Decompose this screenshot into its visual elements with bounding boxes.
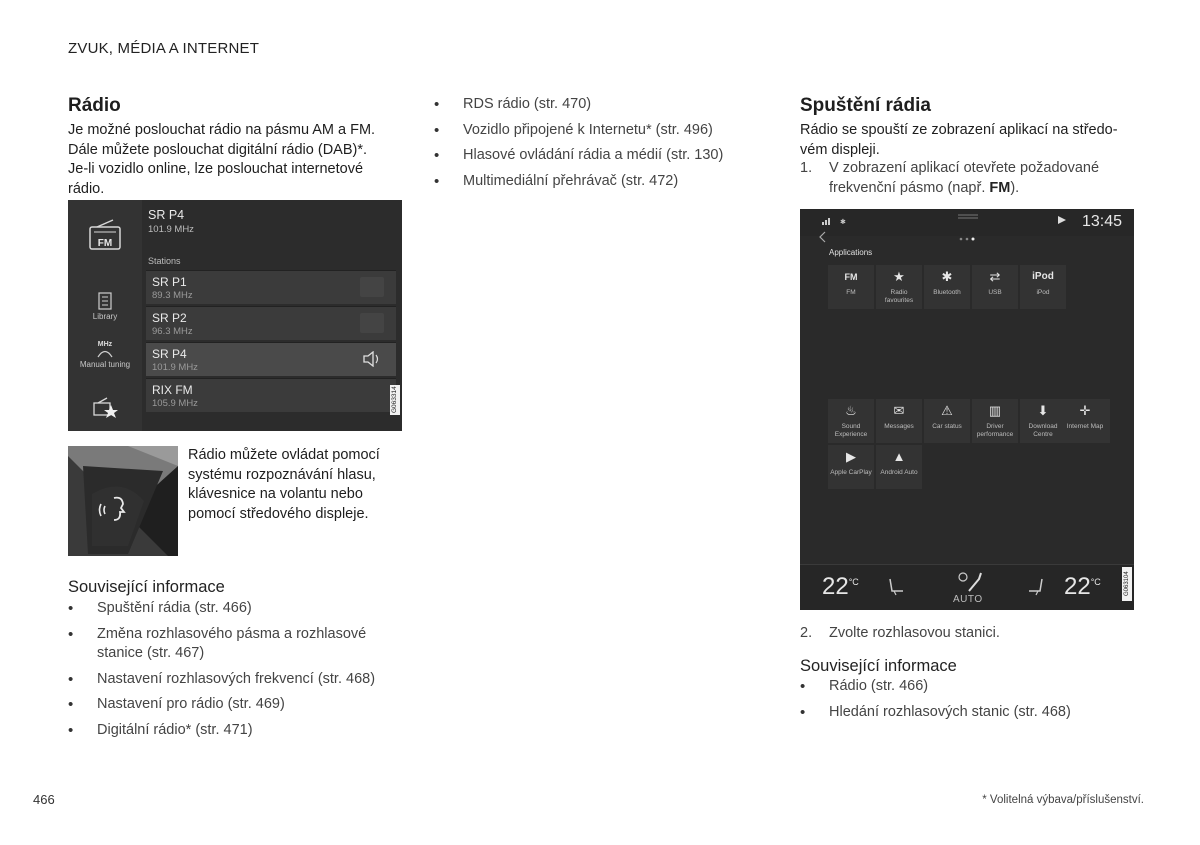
car-status-icon: ⚠ [941, 403, 953, 418]
play-status-icon [1058, 216, 1066, 224]
climate-bar [800, 564, 1134, 610]
temp-right-value: 22 [1064, 573, 1091, 600]
section-heading-start-radio: Spuštění rádia [800, 95, 931, 116]
app-android-auto [876, 445, 922, 489]
related-list-left [68, 599, 398, 746]
step-2 [800, 624, 1145, 644]
start-radio-intro [800, 121, 1145, 160]
radio-favourites-icon: ★ [893, 269, 905, 284]
app-internet-map [1060, 399, 1110, 443]
start-radio-intro-line: vém displeji. [800, 141, 880, 158]
manual-tuning-icon [68, 341, 142, 369]
step-1-line-2 [829, 179, 1145, 199]
related-link[interactable]: • Nastavení rozhlasových frekvencí (str. 468) [68, 670, 398, 690]
station-name: RIX FM [152, 383, 193, 397]
app-bluetooth [924, 265, 970, 309]
temp-left-value: 22 [822, 573, 849, 600]
voice-text-line: klávesnice na volantu nebo [188, 486, 363, 502]
station-row [146, 270, 396, 304]
station-frequency: 96.3 MHz [152, 326, 193, 337]
section-heading-radio: Rádio [68, 95, 121, 116]
step-1-bold: FM [989, 179, 1011, 196]
library-icon [68, 292, 142, 321]
stations-label: Stations [148, 256, 181, 266]
fm-icon: FM [844, 272, 858, 282]
svg-text:✱: ✱ [840, 219, 846, 225]
app-label: USB [988, 289, 1002, 296]
station-name: SR P1 [152, 275, 187, 289]
app-usb [972, 265, 1018, 309]
seat-heat-right-icon [1026, 577, 1046, 597]
app-label: Download Centre [1028, 423, 1058, 438]
app-fm [828, 265, 874, 309]
voice-button-graphic [68, 446, 178, 556]
applications-label: Applications [829, 248, 873, 257]
temp-unit: °C [848, 577, 859, 587]
step-1-text-end: ). [1010, 179, 1020, 196]
steps-list [800, 159, 1145, 198]
usb-icon: ⇄ [989, 269, 1001, 284]
app-label: Messages [884, 423, 914, 430]
manual-tuning-label: Manual tuning [79, 360, 131, 369]
station-action-button [360, 313, 384, 333]
station-row-selected [146, 342, 396, 376]
app-apple-carplay [828, 445, 874, 489]
radio-favourites-icon [68, 396, 142, 420]
page-header: ZVUK, MÉDIA A INTERNET [68, 40, 260, 57]
page-number: 466 [33, 792, 55, 807]
steps-list-2 [800, 624, 1145, 644]
radio-sidebar [68, 200, 142, 431]
app-radio-favourites [876, 265, 922, 309]
related-list-middle [434, 95, 764, 197]
temp-left [822, 573, 859, 601]
related-link[interactable]: • Multimediální přehrávač (str. 472) [434, 172, 764, 192]
page-dots-icon [958, 237, 978, 241]
station-name: SR P4 [152, 347, 187, 361]
app-ipod [1020, 265, 1066, 309]
radio-intro-line: Je-li vozidlo online, lze poslouchat internetové [68, 161, 364, 177]
app-label: Apple CarPlay [830, 469, 872, 476]
seat-heat-left-icon [886, 577, 906, 597]
internet-map-icon: ✛ [1079, 403, 1091, 418]
voice-text-line: systému rozpoznávání hlasu, [188, 466, 376, 483]
related-link[interactable]: • Vozidlo připojené k Internetu* (str. 496) [434, 121, 764, 141]
voice-text-line: pomocí středového displeje. [188, 505, 369, 522]
related-heading-left: Související informace [68, 578, 225, 596]
related-link[interactable]: • RDS rádio (str. 470) [434, 95, 764, 115]
driver-performance-icon: ▥ [988, 403, 1002, 418]
step-1 [800, 159, 1145, 198]
app-label: Android Auto [880, 469, 918, 476]
station-frequency: 101.9 MHz [152, 362, 198, 373]
library-label: Library [92, 312, 118, 321]
radio-intro-line: Je možné poslouchat rádio na pásmu AM a FM. [68, 122, 376, 138]
related-link[interactable]: • Hlasové ovládání rádia a médií (str. 130) [434, 146, 764, 166]
center-display-image [800, 209, 1134, 610]
now-playing-name: SR P4 [148, 208, 185, 222]
speaker-icon [362, 351, 382, 367]
station-frequency: 89.3 MHz [152, 290, 193, 301]
ipod-icon: iPod [1032, 271, 1054, 282]
step-2-text: Zvolte rozhlasovou stanici. [829, 625, 1000, 641]
radio-intro [68, 121, 408, 199]
app-driver-performance [972, 399, 1018, 443]
step-1-text: frekvenční pásmo (např. [829, 179, 990, 196]
signal-icon [822, 217, 862, 225]
image-code: G063104 [1122, 567, 1132, 601]
voice-button-photo [68, 446, 178, 556]
bluetooth-icon: ✱ [941, 269, 953, 284]
step-1-line-1: V zobrazení aplikací otevřete požadované [829, 160, 1100, 176]
carplay-icon: ▶ [846, 449, 856, 464]
messages-icon: ✉ [893, 403, 905, 418]
station-frequency: 105.9 MHz [152, 398, 198, 409]
download-centre-icon: ⬇ [1037, 403, 1049, 418]
app-label: Internet Map [1066, 423, 1104, 430]
app-label: Bluetooth [933, 289, 961, 296]
drag-handle-icon [958, 214, 978, 220]
back-chevron-icon [818, 231, 828, 243]
app-label: Radio favourites [884, 289, 914, 304]
station-row [146, 306, 396, 340]
radio-screen-image [68, 200, 402, 431]
related-link[interactable]: • Digitální rádio* (str. 471) [68, 721, 398, 741]
related-link[interactable]: • Změna rozhlasového pásma a rozhlasové stanice (str. 467) [68, 625, 398, 664]
temp-unit: °C [1090, 577, 1101, 587]
related-heading-right: Související informace [800, 657, 957, 675]
auto-label: AUTO [953, 594, 983, 605]
app-label: FM [846, 289, 856, 296]
image-code: G063314 [391, 386, 398, 414]
fm-radio-icon [68, 218, 142, 254]
fan-icon [955, 571, 983, 593]
step-number: 2. [800, 625, 813, 641]
fm-radio-icon-graphic [87, 218, 123, 252]
sound-experience-icon: ♨ [845, 403, 857, 418]
radio-main-panel [142, 200, 402, 431]
related-link[interactable]: • Hledání rozhlasových stanic (str. 468) [800, 703, 1145, 723]
voice-control-text [188, 446, 408, 524]
temp-right [1064, 573, 1101, 601]
mhz-label: MHz [97, 341, 113, 348]
station-action-button [360, 277, 384, 297]
app-label: Sound Experience [834, 423, 868, 438]
clock: 13:45 [1081, 213, 1122, 230]
app-label: Driver performance [976, 423, 1014, 438]
app-car-status [924, 399, 970, 443]
related-link[interactable]: • Spuštění rádia (str. 466) [68, 599, 398, 619]
step-number: 1. [800, 160, 813, 176]
related-link[interactable]: • Nastavení pro rádio (str. 469) [68, 695, 398, 715]
app-sound-experience [828, 399, 874, 443]
start-radio-intro-line: Rádio se spouští ze zobrazení aplikací na středo- [800, 122, 1118, 138]
app-label: iPod [1036, 289, 1050, 296]
tuning-arc-graphic [96, 348, 114, 358]
fm-icon-label: FM [97, 238, 113, 249]
library-icon-graphic [97, 292, 113, 310]
voice-text-line: Rádio můžete ovládat pomocí [188, 447, 380, 463]
status-bar [800, 209, 1134, 236]
android-auto-icon: ▲ [892, 449, 906, 464]
app-label: Car status [932, 423, 962, 430]
station-row [146, 378, 396, 412]
related-list-right [800, 677, 1145, 728]
related-link[interactable]: • Rádio (str. 466) [800, 677, 1145, 697]
radio-intro-line: Dále můžete poslouchat digitální rádio (DAB)*. [68, 141, 368, 158]
radio-favourites-icon-graphic [91, 396, 119, 418]
station-name: SR P2 [152, 311, 187, 325]
now-playing-frequency: 101.9 MHz [148, 224, 194, 235]
radio-intro-line: rádio. [68, 180, 105, 197]
footnote: * Volitelná výbava/příslušenství. [982, 794, 1144, 806]
app-messages [876, 399, 922, 443]
